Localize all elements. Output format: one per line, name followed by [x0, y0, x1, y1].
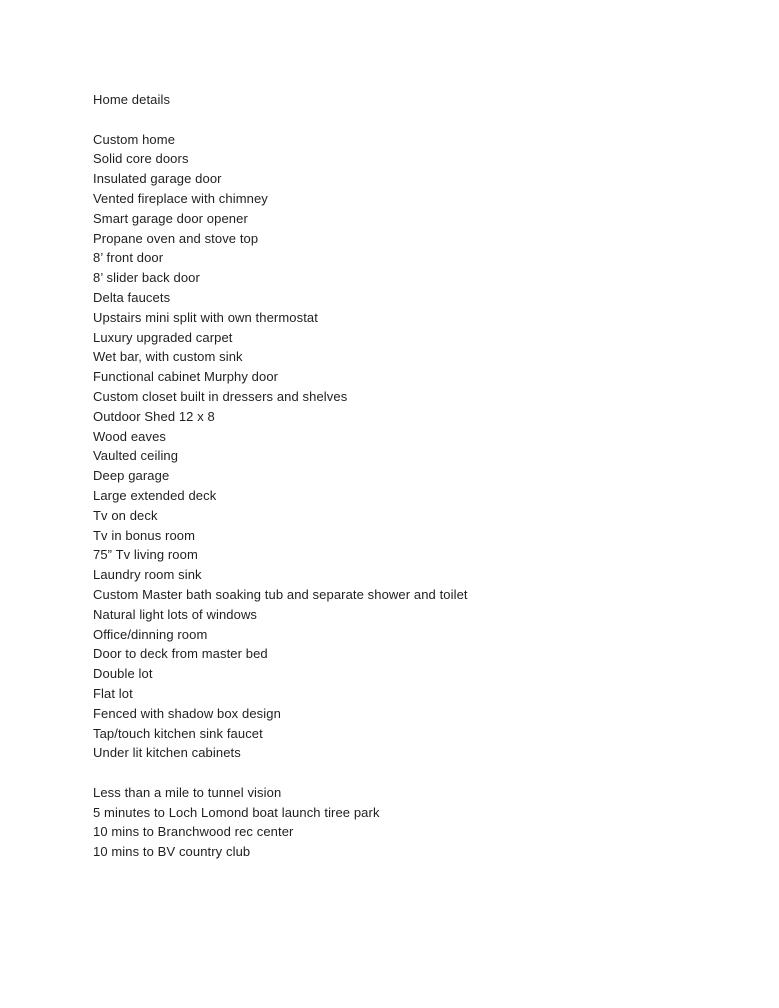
location-item: 10 mins to BV country club — [93, 844, 251, 860]
feature-item: Custom closet built in dressers and shelves — [93, 388, 348, 404]
feature-item: Fenced with shadow box design — [93, 705, 281, 721]
feature-item: Large extended deck — [93, 487, 217, 503]
feature-item: Double lot — [93, 666, 153, 682]
feature-item: Office/dinning room — [93, 626, 208, 642]
location-item: Less than a mile to tunnel vision — [93, 784, 282, 800]
feature-item: Custom Master bath soaking tub and separate shower and toilet — [93, 586, 468, 602]
feature-item: Vented fireplace with chimney — [93, 190, 268, 206]
feature-item: Flat lot — [93, 685, 133, 701]
feature-item: Outdoor Shed 12 x 8 — [93, 408, 215, 424]
feature-item: Natural light lots of windows — [93, 606, 258, 622]
feature-item: Custom home — [93, 131, 176, 147]
location-item: 5 minutes to Loch Lomond boat launch tiree park — [93, 804, 380, 820]
feature-item: 8’ front door — [93, 250, 164, 266]
blank-line — [93, 110, 739, 130]
feature-item: Delta faucets — [93, 289, 171, 305]
feature-item: 75” Tv living room — [93, 547, 198, 563]
feature-item: Functional cabinet Murphy door — [93, 369, 279, 385]
feature-item: Wood eaves — [93, 428, 167, 444]
feature-item: Propane oven and stove top — [93, 230, 259, 246]
feature-item: Solid core doors — [93, 151, 189, 167]
location-item: 10 mins to Branchwood rec center — [93, 824, 294, 840]
blank-line — [93, 763, 739, 783]
document-title: Home details — [93, 92, 171, 107]
feature-item: Wet bar, with custom sink — [93, 349, 243, 365]
feature-item: Laundry room sink — [93, 567, 202, 583]
feature-item: Deep garage — [93, 468, 170, 484]
feature-item: Vaulted ceiling — [93, 448, 179, 464]
feature-item: Tv on deck — [93, 507, 158, 523]
feature-item: Door to deck from master bed — [93, 646, 268, 662]
feature-item: 8’ slider back door — [93, 270, 200, 286]
feature-item: Upstairs mini split with own thermostat — [93, 309, 318, 325]
feature-item: Tv in bonus room — [93, 527, 196, 543]
features-list — [93, 130, 739, 764]
feature-item: Insulated garage door — [93, 171, 222, 187]
feature-item: Under lit kitchen cabinets — [93, 745, 241, 761]
feature-item: Smart garage door opener — [93, 210, 248, 226]
locations-list — [93, 783, 739, 862]
feature-item: Luxury upgraded carpet — [93, 329, 233, 345]
feature-item: Tap/touch kitchen sink faucet — [93, 725, 263, 741]
